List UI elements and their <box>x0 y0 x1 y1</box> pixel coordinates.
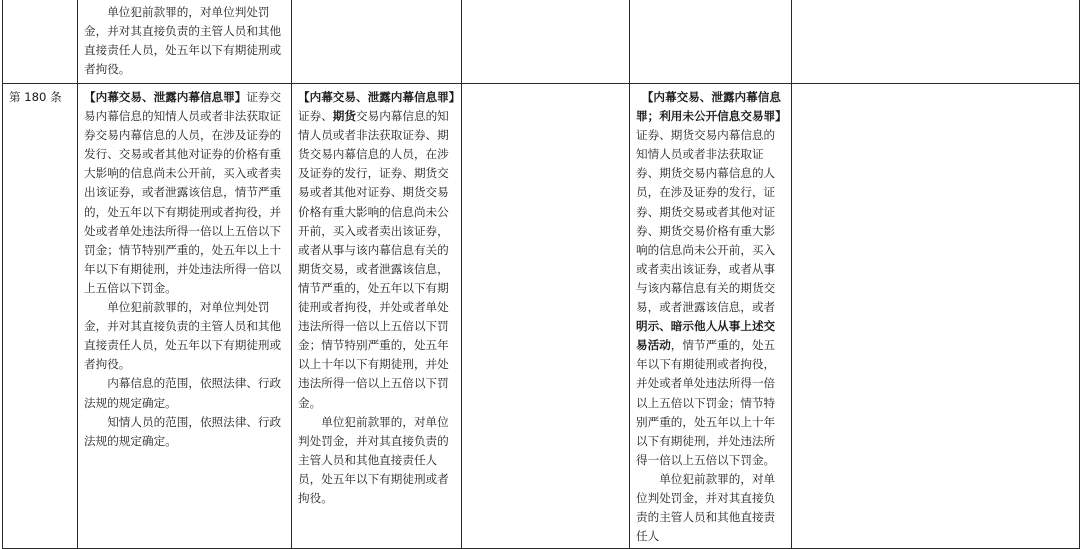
law-text-cell <box>292 84 462 549</box>
amended-text: 期货 <box>332 109 356 124</box>
empty-cell <box>792 0 1080 84</box>
paragraph: 证券、期货交易内幕信息的知情人员或者非法获取证券、期货交易内幕信息的人员，在涉及证券的发行，证券、期货交易或者其他对证券、期货交易价格有重大影响的信息尚未公开前，买入或者卖出该证券，或者从事与该内幕信息有关的期货交易，或者泄露该信息，情节严重的，处五年以下有期徒刑或者拘役，并处或者单处违法所得一倍以上五倍以下罚金；情节特别严重的，处五年以上十年以下有期徒刑，并处违法所得一倍以上五倍以下罚金。 <box>298 109 449 410</box>
paragraph: 知情人员的范围，依照法律、行政法规的规定确定。 <box>84 414 282 448</box>
law-text-cell <box>78 84 292 549</box>
empty-cell <box>792 84 1080 549</box>
paragraph: 单位犯前款罪的，对单位判处罚金，并对其直接负责的主管人员和其他直接责任人员，处五年以下有期徒刑或者拘役。 <box>84 5 282 77</box>
article-cell <box>3 0 78 84</box>
paragraph: 内幕信息的范围，依照法律、行政法规的规定确定。 <box>84 376 282 410</box>
law-text-cell <box>78 0 292 84</box>
crime-title: 【内幕交易、泄露内幕信息罪；利用未公开信息交易罪】 <box>636 90 787 124</box>
table-row <box>3 84 1080 549</box>
article-number: 第 180 条 <box>3 84 78 549</box>
paragraph: 【内幕交易、泄露内幕信息罪】证券交易内幕信息的知情人员或者非法获取证券交易内幕信息的人员，在涉及证券的发行、交易或者其他对证券的价格有重大影响的信息尚未公开前，买入或者卖出该证券，或者泄露该信息，情节严重的，处五年以下有期徒刑或者拘役，并处或者单处违法所得一倍以上五倍以下罚金；情节特别严重的，处五年以上十年以下有期徒刑，并处违法所得一倍以上五倍以下罚金。 <box>84 90 282 295</box>
crime-title: 【内幕交易、泄露内幕信息罪】 <box>84 90 247 104</box>
paragraph: 证券、期货交易内幕信息的知情人员或者非法获取证券、期货交易内幕信息的人员，在涉及证券的发行，证券、期货交易或者其他对证券、期货交易价格有重大影响的信息尚未公开前，买入或者卖出该证券，或者从事与该内幕信息有关的期货交易，或者泄露该信息，或者明示、暗示他人从事上述交易活动，情节严重的，处五年以下有期徒刑或者拘役，并处或者单处违法所得一倍以上五倍以下罚金；情节特别严重的，处五年以上十年以下有期徒刑，并处违法所得一倍以上五倍以下罚金。 <box>636 128 776 467</box>
empty-cell <box>462 0 630 84</box>
paragraph: 单位犯前款罪的，对单位判处罚金，并对其直接负责的主管人员和其他直接责任人 <box>636 471 776 544</box>
law-text-cell <box>630 0 792 84</box>
law-text-cell <box>292 0 462 84</box>
law-comparison-table <box>2 0 1080 549</box>
crime-title: 【内幕交易、泄露内幕信息罪】 <box>298 90 461 104</box>
empty-cell <box>462 84 630 549</box>
table-row <box>3 0 1080 84</box>
law-text-cell <box>630 84 792 549</box>
amended-text: 明示、暗示他人从事上述交易活动 <box>636 319 776 353</box>
paragraph: 单位犯前款罪的，对单位判处罚金，并对其直接负责的主管人员和其他直接责任人员，处五年以下有期徒刑或者拘役。 <box>298 414 449 505</box>
paragraph: 单位犯前款罪的，对单位判处罚金，并对其直接负责的主管人员和其他直接责任人员，处五年以下有期徒刑或者拘役。 <box>84 300 282 372</box>
